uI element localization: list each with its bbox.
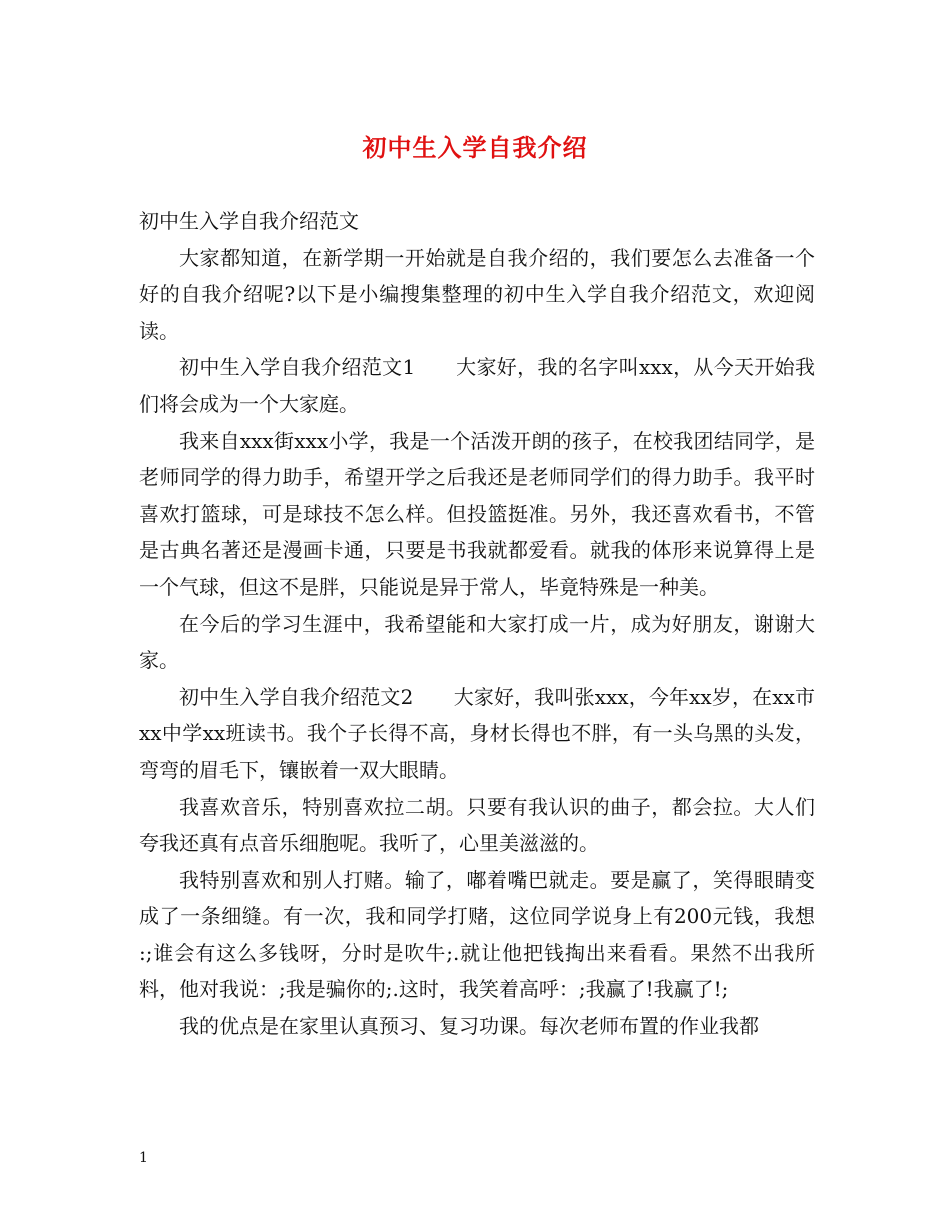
document-title: 初中生入学自我介绍 [362,133,588,162]
document-body [139,203,815,1045]
paragraph: 初中生入学自我介绍范文2 大家好，我叫张xxx，今年xx岁，在xx市xx中学xx班读书。我个子长得不高，身材长得也不胖，有一头乌黑的头发，弯弯的眉毛下，镶嵌着一双大眼睛。 [139,684,815,782]
paragraph: 我喜欢音乐，特别喜欢拉二胡。只要有我认识的曲子，都会拉。大人们夸我还真有点音乐细胞呢。我听了，心里美滋滋的。 [139,794,815,856]
paragraph: 在今后的学习生涯中，我希望能和大家打成一片，成为好朋友，谢谢大家。 [139,611,815,673]
paragraph: 我来自xxx街xxx小学，我是一个活泼开朗的孩子，在校我团结同学，是老师同学的得力助手，希望开学之后我还是老师同学们的得力助手。我平时喜欢打篮球，可是球技不怎么样。但投篮挺准。另外，我还喜欢看书，不管是古典名著还是漫画卡通，只要是书我就都爱看。就我的体形来说算得上是一个气球，但这不是胖，只能说是异于常人，毕竟特殊是一种美。 [139,428,815,599]
paragraph: 大家都知道，在新学期一开始就是自我介绍的，我们要怎么去准备一个好的自我介绍呢?以下是小编搜集整理的初中生入学自我介绍范文，欢迎阅读。 [139,245,815,343]
paragraph-subtitle: 初中生入学自我介绍范文 [139,209,359,233]
paragraph: 初中生入学自我介绍范文1 大家好，我的名字叫xxx，从今天开始我们将会成为一个大家庭。 [139,355,815,416]
paragraph: 我特别喜欢和别人打赌。输了，嘟着嘴巴就走。要是赢了，笑得眼睛变成了一条细缝。有一次，我和同学打赌，这位同学说身上有200元钱，我想 :;谁会有这么多钱呀，分时是吹牛;.就让他把钱掏出来看看。果然不出我所料，他对我说：;我是骗你的;.这时，我笑着高呼：;我赢了!我赢了!; [139,867,815,1002]
page-number: 1 [139,1150,148,1166]
paragraph: 我的优点是在家里认真预习、复习功课。每次老师布置的作业我都 [179,1014,759,1039]
